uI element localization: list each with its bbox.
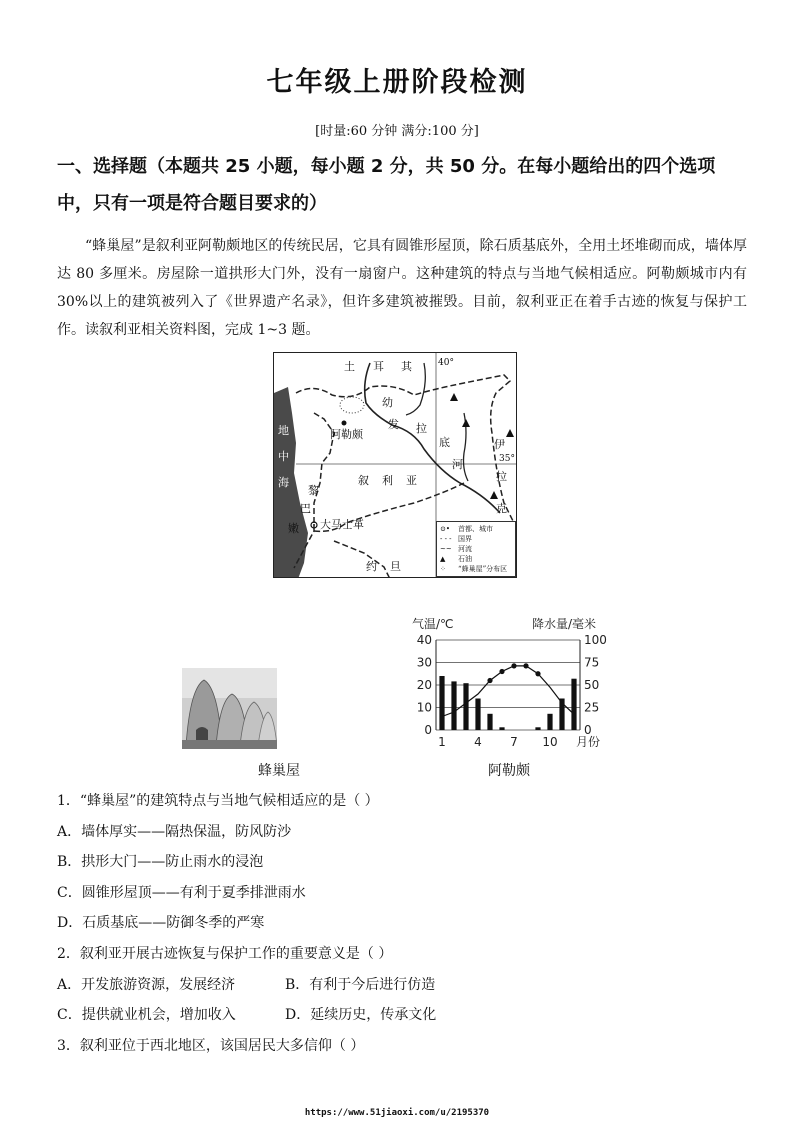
climate-chart (412, 614, 612, 764)
border-north (296, 375, 514, 523)
map-label-sea: 中 (278, 450, 289, 463)
map-label-turkey: 土 (344, 360, 355, 373)
beehive-house-photo (182, 668, 277, 749)
precipitation-bar (535, 727, 540, 730)
river-icon: ~~ (440, 544, 452, 553)
x-tick-label: 1 (438, 735, 446, 749)
precipitation-bar (499, 727, 504, 730)
precipitation-bar (487, 714, 492, 730)
beehive-area (340, 397, 364, 413)
exam-info: [时量:60 分钟 满分:100 分] (315, 124, 479, 139)
map-label-turkey: 耳 (373, 360, 384, 373)
syria-map (273, 352, 517, 578)
map-label-euphrates: 发 (388, 418, 399, 431)
precipitation-bar (547, 714, 552, 730)
right-tick-label: 25 (584, 700, 600, 715)
map-label-iraq: 拉 (496, 470, 507, 483)
map-label-jordan: 旦 (390, 560, 401, 573)
temperature-point (535, 671, 540, 676)
border-south (334, 541, 390, 578)
x-tick-label: 7 (510, 735, 518, 749)
x-axis-unit-label: 月份 (576, 735, 601, 749)
question-3-stem: 3．叙利亚位于西北地区，该国居民大多信仰（ ） (57, 1038, 365, 1054)
legend-border: - - - 国界 (440, 534, 472, 543)
left-tick-label: 10 (416, 700, 432, 715)
precipitation-bar (571, 679, 576, 730)
legend-capital-city: ⊙• 首都、城市 (440, 524, 493, 533)
oil-icon (490, 491, 498, 499)
oil-icon (462, 419, 470, 427)
precipitation-bar (451, 681, 456, 730)
right-tick-label: 100 (584, 633, 607, 647)
question-2-option-d[interactable]: D．延续历史，传承文化 (285, 1007, 437, 1023)
border-icon: - - - (440, 534, 452, 543)
page-title: 七年级上册阶段检测 (266, 67, 528, 98)
right-tick-label: 75 (584, 655, 600, 670)
legend-oil: ▲ 石油 (440, 554, 472, 563)
longitude-label: 40° (438, 358, 454, 368)
photo-caption: 蜂巢屋 (258, 763, 300, 779)
aleppo-dot (342, 421, 347, 426)
x-tick-label: 4 (474, 735, 482, 749)
map-label-sea: 海 (278, 476, 289, 489)
question-2-stem: 2．叙利亚开展古迹恢复与保护工作的重要意义是（ ） (57, 946, 393, 962)
question-1-option-d[interactable]: D．石质基底——防御冬季的严寒 (57, 915, 265, 931)
map-label-iraq: 克 (496, 502, 507, 515)
map-label-turkey: 其 (401, 360, 412, 373)
legend-river: ~~ 河流 (440, 544, 472, 553)
question-1-stem: 1．“蜂巢屋”的建筑特点与当地气候相适应的是（ ） (57, 793, 379, 809)
left-tick-label: 0 (424, 723, 432, 737)
intro-paragraph: “蜂巢屋”是叙利亚阿勒颇地区的传统民居，它具有圆锥形屋顶，除石质基底外，全用土坯堆砌而成，墙体厚达 80 多厘米。房屋除一道拱形大门外，没有一扇窗户。这种建筑的特点与当地气候相适应。阿勒颇城市内有 30%以上的建筑被列入了《世界遗产名录》，但许多建筑被摧毁。目前，叙利亚正在着手古迹的恢复与保护工作。读叙利亚相关资料图，完成 1~3 题。 (57, 238, 747, 338)
temperature-line (442, 666, 574, 717)
map-label-syria: 利 (382, 474, 393, 487)
map-label-lebanon: 巴 (300, 502, 311, 515)
temperature-axis-label: 气温/℃ (412, 617, 454, 631)
map-label-euphrates: 河 (452, 458, 463, 471)
question-1-option-a[interactable]: A．墙体厚实——隔热保温，防风防沙 (57, 824, 292, 840)
map-label-aleppo: 阿勒颇 (330, 428, 363, 441)
question-2-options-row-1 (57, 975, 747, 995)
precipitation-bar (439, 676, 444, 730)
map-label-iraq: 伊 (494, 438, 505, 451)
temperature-point (487, 678, 492, 683)
footer-url: https://www.51jiaoxi.com/u/2195370 (304, 1108, 490, 1118)
right-tick-label: 0 (584, 723, 592, 737)
map-label-lebanon: 嫩 (288, 522, 299, 535)
map-label-euphrates: 幼 (382, 396, 393, 409)
map-label-lebanon: 黎 (308, 484, 319, 497)
question-2-options-row-2 (57, 1005, 747, 1025)
beehive-area-icon: ⁘ (440, 564, 446, 573)
map-label-euphrates: 底 (439, 436, 450, 449)
question-1-option-b[interactable]: B．拱形大门——防止雨水的浸泡 (57, 854, 264, 870)
map-legend (436, 521, 516, 577)
map-label-damascus: 大马士革 (320, 518, 364, 531)
legend-beehive: ⁘ “蜂巢屋”分布区 (440, 564, 508, 573)
temperature-point (523, 663, 528, 668)
oil-icon: ▲ (440, 554, 446, 563)
oil-icon (506, 429, 514, 437)
question-1-option-c[interactable]: C．圆锥形屋顶——有利于夏季排泄雨水 (57, 885, 306, 901)
map-label-sea: 地 (278, 424, 289, 437)
section-heading: 一、选择题（本题共 25 小题，每小题 2 分，共 50 分。在每小题给出的四个选项中，只有一项是符合题目要求的） (57, 156, 716, 214)
climate-caption: 阿勒颇 (488, 763, 530, 779)
left-tick-label: 30 (416, 655, 432, 670)
precipitation-axis-label: 降水量/毫米 (532, 617, 597, 631)
map-label-syria: 亚 (406, 474, 417, 487)
map-label-syria: 叙 (358, 474, 369, 487)
precipitation-bar (475, 699, 480, 731)
chart-plot (417, 633, 607, 749)
oil-icon (450, 393, 458, 401)
question-2-option-b[interactable]: B．有利于今后进行仿造 (285, 977, 436, 993)
left-tick-label: 20 (416, 678, 432, 692)
temperature-point (511, 663, 516, 668)
damascus-dot (313, 524, 315, 526)
precipitation-bar (463, 683, 468, 730)
right-tick-label: 50 (584, 678, 600, 692)
left-tick-label: 40 (416, 633, 432, 647)
latitude-label: 35° (499, 454, 515, 464)
map-label-jordan: 约 (366, 560, 377, 573)
map-label-euphrates: 拉 (416, 422, 427, 435)
city-icon: ⊙• (440, 524, 450, 533)
question-2-option-a[interactable]: A．开发旅游资源，发展经济 (57, 977, 236, 993)
question-2-option-c[interactable]: C．提供就业机会，增加收入 (57, 1007, 236, 1023)
x-tick-label: 10 (542, 735, 558, 749)
temperature-point (499, 669, 504, 674)
